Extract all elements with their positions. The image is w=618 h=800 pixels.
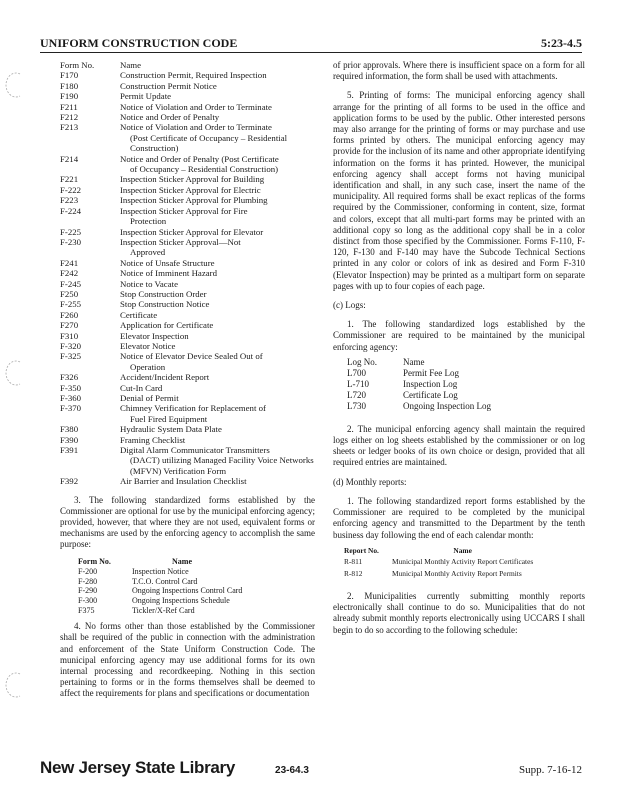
form-name	[118, 383, 315, 393]
table-row	[78, 567, 242, 577]
form-name	[118, 154, 315, 175]
form-number: F-225	[60, 226, 82, 237]
page-number: 23-64.3	[275, 765, 309, 776]
table-row	[347, 379, 491, 390]
form-number: F213	[60, 122, 79, 133]
table-row	[60, 320, 315, 330]
form-name-continuation: Fuel Fired Equipment	[130, 413, 208, 424]
logs-paragraph-1: 1. The following standardized logs established by the Commissioner are required to be maintained by the municipal enforcing agency:	[333, 319, 585, 352]
running-header	[40, 36, 582, 51]
report-table	[343, 545, 534, 579]
form-name-text: Notice of Imminent Hazard	[120, 268, 217, 279]
table-row	[60, 268, 315, 278]
punch-hole-icon	[4, 72, 26, 98]
log-name: Certificate Log	[403, 389, 458, 400]
form-name	[118, 91, 315, 101]
form-name	[118, 299, 315, 309]
form-name-text: Hydraulic System Data Plate	[120, 424, 222, 435]
form-number: F-360	[60, 393, 82, 403]
table-row	[60, 383, 315, 393]
log-number: L720	[347, 389, 366, 400]
logs-heading: (c) Logs:	[333, 300, 366, 311]
form-name-text: Application for Certificate	[120, 320, 214, 331]
form-name-continuation: (Post Certificate of Occupancy – Residential Construction)	[130, 132, 288, 154]
form-name	[118, 102, 315, 112]
form-name-text: Notice of Elevator Device Sealed Out of	[120, 351, 263, 362]
form-name	[118, 331, 315, 341]
table-row	[60, 154, 315, 175]
table-row	[60, 372, 315, 382]
table-row	[60, 279, 315, 289]
form-name	[118, 445, 315, 476]
table-row	[60, 476, 315, 486]
form-name	[118, 393, 315, 403]
table-row	[347, 401, 491, 412]
table-row	[60, 174, 315, 184]
form-name	[118, 237, 315, 258]
forms-col-name: Name	[120, 60, 142, 70]
form-name	[118, 122, 315, 153]
table-row	[343, 556, 534, 567]
header-section: 5:23-4.5	[541, 36, 582, 50]
form-number: F-222	[60, 184, 82, 195]
form-number: F241	[60, 257, 79, 268]
table-row	[60, 289, 315, 299]
form-name	[118, 351, 315, 372]
monthly-paragraph-1: 1. The following standardized report forms established by the Commissioner are required to be completed by the municipal enforcing agency and transmitted to the Department by the tenth business day following the end of each calendar month:	[333, 495, 585, 540]
forms-table	[60, 60, 315, 487]
table-row	[78, 577, 242, 587]
form-name-continuation: Approved	[130, 247, 166, 258]
report-number: R-812	[344, 568, 363, 578]
table-row	[60, 424, 315, 434]
form-number: F270	[60, 320, 79, 331]
form-name-text: Notice to Vacate	[120, 278, 178, 289]
logs-col-no: Log No.	[347, 356, 377, 367]
form-number: F-300	[78, 596, 98, 606]
form-number: F-280	[78, 576, 98, 586]
form-number: F-290	[78, 586, 98, 596]
form-name-text: Inspection Sticker Approval for Elevator	[120, 226, 264, 237]
form-name	[118, 81, 315, 91]
form-name-text: Notice and Order of Penalty (Post Certificate	[120, 153, 279, 164]
table-row	[60, 258, 315, 268]
table-row	[60, 351, 315, 372]
form-number: F391	[60, 445, 79, 456]
form-number: F221	[60, 174, 79, 185]
report-number: R-811	[344, 557, 363, 567]
form-name	[118, 310, 315, 320]
header-title: UNIFORM CONSTRUCTION CODE	[40, 36, 238, 50]
table-row	[60, 91, 315, 101]
form-name-text: Certificate	[120, 309, 158, 320]
supplement-date: Supp. 7-16-12	[519, 764, 582, 776]
table-row	[60, 403, 315, 424]
report-col-no: Report No.	[344, 545, 379, 555]
form-name-text: Construction Permit, Required Inspection	[120, 70, 267, 81]
form-name	[118, 424, 315, 434]
form-name	[118, 320, 315, 330]
form-name	[118, 341, 315, 351]
form-name	[118, 206, 315, 227]
form-name-text: Permit Update	[120, 91, 172, 102]
form-number: F-245	[60, 278, 82, 289]
table-row	[343, 568, 534, 579]
form-name	[118, 258, 315, 268]
report-col-name: Name	[453, 545, 472, 555]
form-name-text: Digital Alarm Communicator Transmitters	[120, 445, 270, 456]
optional-forms-table	[78, 557, 242, 616]
form-name: Ongoing Inspections Control Card	[132, 586, 243, 596]
table-row	[60, 445, 315, 476]
table-row	[347, 368, 491, 379]
form-name	[118, 112, 315, 122]
form-name-text: Cut-In Card	[120, 382, 163, 393]
form-name	[118, 195, 315, 205]
form-name-text: Elevator Notice	[120, 340, 176, 351]
form-name-continuation: (DACT) utilizing Managed Facility Voice Networks (MFVN) Verification Form	[130, 455, 314, 476]
table-row	[60, 122, 315, 153]
table-row	[60, 237, 315, 258]
right-column	[333, 60, 585, 636]
form-number: F310	[60, 330, 79, 341]
optional-col-no: Form No.	[78, 556, 111, 566]
form-name: Tickler/X-Ref Card	[132, 605, 195, 615]
form-name-continuation: Protection	[130, 216, 167, 227]
form-number: F-224	[60, 205, 82, 216]
table-row	[60, 185, 315, 195]
table-row	[78, 606, 242, 616]
form-name-text: Framing Checklist	[120, 434, 186, 445]
table-row	[60, 195, 315, 205]
form-number: F-255	[60, 299, 82, 310]
form-name-text: Notice and Order of Penalty	[120, 112, 220, 123]
form-name	[118, 268, 315, 278]
form-name-text: Notice of Violation and Order to Terminate	[120, 122, 272, 133]
form-name-continuation: Operation	[130, 361, 166, 372]
punch-hole-icon	[4, 360, 26, 386]
logs-table	[347, 357, 491, 412]
form-name	[118, 289, 315, 299]
table-row	[60, 299, 315, 309]
form-number: F-325	[60, 351, 82, 362]
form-name-text: Notice of Violation and Order to Terminate	[120, 101, 272, 112]
form-name-text: Stop Construction Order	[120, 288, 207, 299]
form-name-text: Inspection Sticker Approval for Fire	[120, 205, 248, 216]
logs-paragraph-2: 2. The municipal enforcing agency shall maintain the required logs either on log sheets established by the commissioner or on log sheets or ledger books of its own choice or design, provided that all required entries are maintained.	[333, 423, 585, 468]
log-name: Inspection Log	[403, 378, 458, 389]
form-number: F214	[60, 153, 79, 164]
log-number: L700	[347, 367, 366, 378]
table-row	[78, 596, 242, 606]
form-name-text: Construction Permit Notice	[120, 80, 217, 91]
form-number: F211	[60, 101, 78, 112]
form-name-text: Inspection Sticker Approval for Electric	[120, 184, 261, 195]
report-name: Municipal Monthly Activity Report Certificates	[392, 557, 534, 567]
form-name	[118, 372, 315, 382]
form-name-text: Air Barrier and Insulation Checklist	[120, 476, 247, 487]
form-name-text: Denial of Permit	[120, 393, 179, 403]
form-number: F380	[60, 424, 79, 435]
table-row	[60, 341, 315, 351]
form-name: T.C.O. Control Card	[132, 576, 198, 586]
page-footer	[40, 758, 582, 778]
form-number: F375	[78, 605, 95, 615]
form-name-continuation: of Occupancy – Residential Construction)	[130, 164, 279, 175]
optional-col-name: Name	[172, 556, 192, 566]
table-row	[60, 331, 315, 341]
form-number: F392	[60, 476, 79, 487]
log-name: Permit Fee Log	[403, 367, 459, 378]
form-name	[118, 185, 315, 195]
table-row	[60, 435, 315, 445]
form-number: F-230	[60, 236, 82, 247]
form-name-text: Inspection Sticker Approval for Building	[120, 174, 265, 185]
table-row	[60, 102, 315, 112]
form-number: F212	[60, 112, 79, 123]
form-number: F190	[60, 91, 79, 102]
form-number: F180	[60, 80, 79, 91]
form-number: F-370	[60, 403, 82, 414]
paragraph-5: 5. Printing of forms: The municipal enforcing agency shall arrange for the printing of all forms to be used in the office and application forms to be used by the public. Other interested persons may also arrange for the printing of forms or may purchase and use forms printed by others. The municipal enforcing agency may provide for the inclusion of its name and other appropriate identifying information on the forms it has printed. However, the municipal enforcing agency shall accept forms not having municipal identification and shall, in any such case, insert the name of the municipality. All required forms shall be exact replicas of the forms required by the Commissioner, conforming in content, size, format and colors, except that all multi-part forms may be printed with an additional copy so long as the additional copy shall be in a color distinct from those specified by the Commissioner. Forms F-110, F-120, F-130 and F-140 may have the Subcode Technical Sections printed in any color or colors of ink as desired and Form F-310 (Elevator Inspection) may be printed as a multipart form on separate pages with up to four copies of each page.	[333, 90, 585, 291]
table-row	[60, 206, 315, 227]
form-name	[118, 227, 315, 237]
form-number: F242	[60, 268, 79, 279]
logs-col-name: Name	[403, 356, 425, 367]
form-name-text: Stop Construction Notice	[120, 299, 210, 310]
form-name-text: Inspection Sticker Approval—Not	[120, 236, 241, 247]
form-name	[118, 279, 315, 289]
log-number: L730	[347, 400, 366, 411]
form-number: F-320	[60, 340, 82, 351]
paragraph-4: 4. No forms other than those established by the Commissioner shall be required of the public in connection with the administration and enforcement of the State Uniform Construction Code. The municipal enforcing agency may use additional forms for its own internal processing and recordkeeping. Nothing in this section pertaining to forms or in the forms themselves shall be deemed to affect the requirements for plans and specifications or documentation	[60, 621, 315, 699]
log-number: L-710	[347, 378, 369, 389]
table-row	[60, 112, 315, 122]
form-name	[118, 476, 315, 486]
form-number: F390	[60, 434, 79, 445]
form-number: F260	[60, 309, 79, 320]
form-number: F250	[60, 288, 79, 299]
form-number: F-350	[60, 382, 82, 393]
left-column	[60, 60, 315, 700]
table-row	[60, 81, 315, 91]
form-number: F223	[60, 195, 79, 206]
form-name	[118, 174, 315, 184]
table-row	[60, 393, 315, 403]
continued-paragraph: of prior approvals. Where there is insufficient space on a form for all required information, the form shall be used with attachments.	[333, 60, 585, 82]
form-name-text: Chimney Verification for Replacement of	[120, 403, 266, 414]
form-name	[118, 403, 315, 424]
monthly-paragraph-2: 2. Municipalities currently submitting monthly reports electronically shall continue to do so. Municipalities that do not already submit monthly reports electronically using UCCARS I shall begin to do so according to the following schedule:	[333, 590, 585, 635]
table-row	[60, 70, 315, 80]
header-rule	[40, 52, 582, 53]
forms-col-no: Form No.	[60, 60, 95, 70]
report-name: Municipal Monthly Activity Report Permits	[392, 568, 522, 578]
form-name-text: Notice of Unsafe Structure	[120, 257, 215, 268]
log-name: Ongoing Inspection Log	[403, 400, 491, 411]
punch-hole-icon	[4, 672, 26, 698]
table-row	[60, 310, 315, 320]
library-stamp: New Jersey State Library	[40, 758, 236, 777]
table-row	[78, 586, 242, 596]
form-name	[118, 70, 315, 80]
form-number: F170	[60, 70, 79, 81]
form-name: Inspection Notice	[132, 567, 189, 577]
form-name-text: Elevator Inspection	[120, 330, 189, 341]
form-name-text: Accident/Incident Report	[120, 372, 210, 383]
form-name-text: Inspection Sticker Approval for Plumbing	[120, 195, 268, 206]
table-row	[60, 227, 315, 237]
form-number: F-200	[78, 567, 98, 577]
paragraph-3: 3. The following standardized forms established by the Commissioner are optional for use by the municipal enforcing agency; provided, however, that where they are not used, equivalent forms or mechanisms are used by the enforcing agency to accomplish the same purpose:	[60, 494, 315, 550]
form-number: F326	[60, 372, 79, 383]
table-row	[347, 390, 491, 401]
form-name	[118, 435, 315, 445]
form-name: Ongoing Inspections Schedule	[132, 596, 230, 606]
monthly-heading: (d) Monthly reports:	[333, 476, 407, 487]
